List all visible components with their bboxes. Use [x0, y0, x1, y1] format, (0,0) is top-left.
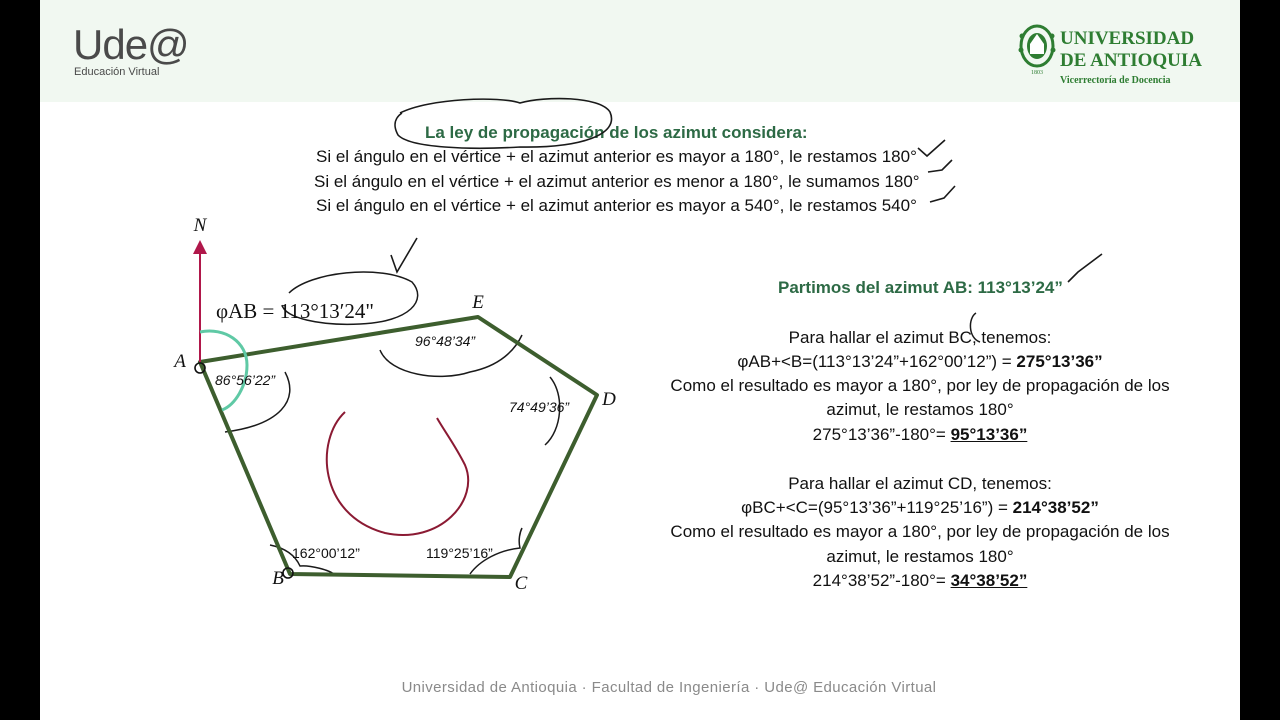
cd-final-result: 34°38’52”: [950, 571, 1028, 590]
slide: [40, 0, 1240, 720]
bc-final: [630, 425, 1210, 445]
vertex-label-d: D: [602, 389, 616, 410]
cd-explanation-1: Como el resultado es mayor a 180°, por ley de propagación de los: [670, 522, 1170, 541]
cd-heading: Para hallar el azimut CD, tenemos:: [788, 474, 1052, 493]
angle-label-a: 86°56’22”: [215, 372, 276, 388]
vertex-label-a: A: [174, 351, 186, 372]
university-name-line1: UNIVERSIDAD: [1060, 28, 1195, 49]
check-mark-1: [918, 140, 945, 156]
north-label: N: [193, 215, 207, 236]
cd-formula-prefix: φBC+<C=(95°13’36”+119°25’16”) =: [741, 498, 1013, 517]
university-name-line2: DE ANTIOQUIA: [1060, 50, 1202, 71]
bc-explanation-2: azimut, le restamos 180°: [826, 400, 1014, 419]
bc-final-result: 95°13’36”: [950, 425, 1028, 444]
bc-heading: Para hallar el azimut BC, tenemos:: [788, 328, 1052, 347]
cd-explanation-2: azimut, le restamos 180°: [826, 547, 1014, 566]
angle-label-d: 74°49’36”: [509, 399, 570, 415]
azimuth-ab-label: φAB = 113°13′24": [216, 299, 374, 323]
check-mark-2: [928, 160, 952, 172]
traverse-direction-arc: [327, 412, 468, 535]
angle-label-e: 96°48’34”: [415, 333, 476, 349]
angle-label-c: 119°25’16”: [426, 545, 493, 561]
bc-final-prefix: 275°13’36”-180°=: [812, 425, 951, 444]
angle-label-b: 162°00’12”: [292, 545, 360, 561]
vertex-label-e: E: [472, 292, 484, 313]
udea-logo-word: Ude@: [73, 21, 189, 68]
bc-formula-prefix: φAB+<B=(113°13’24”+162°00’12”) =: [737, 352, 1017, 371]
bc-explanation-1: Como el resultado es mayor a 180°, por ley de propagación de los: [670, 376, 1170, 395]
udea-logo-subtitle: Educación Virtual: [74, 66, 160, 78]
check-mark-5: [1068, 254, 1102, 282]
start-azimuth-title: Partimos del azimut AB: 113°13’24”: [778, 278, 1063, 297]
bc-formula-result: 275°13’36”: [1016, 352, 1103, 371]
intro-rule-2: Si el ángulo en el vértice + el azimut anterior es menor a 180°, le sumamos 180°: [314, 172, 920, 191]
cd-final: [630, 571, 1210, 591]
traverse-polygon: [200, 317, 597, 577]
bc-formula: [630, 352, 1210, 372]
university-department: Vicerrectoría de Docencia: [1060, 75, 1171, 86]
vertex-label-b: B: [272, 568, 284, 589]
intro-title: La ley de propagación de los azimut considera:: [425, 123, 808, 142]
check-mark-3: [930, 186, 955, 202]
intro-rule-1: Si el ángulo en el vértice + el azimut anterior es mayor a 180°, le restamos 180°: [316, 147, 917, 166]
footer-credits: Universidad de Antioquia · Facultad de Ingeniería · Ude@ Educación Virtual: [401, 679, 937, 696]
cd-formula-result: 214°38’52”: [1012, 498, 1099, 517]
cd-final-prefix: 214°38’52”-180°=: [812, 571, 951, 590]
cd-formula: [630, 498, 1210, 518]
intro-rule-3: Si el ángulo en el vértice + el azimut anterior es mayor a 540°, le restamos 540°: [316, 196, 917, 215]
seal-year: 1803: [1031, 70, 1043, 76]
title-circle-annotation: [395, 99, 611, 149]
north-arrow-head-icon: [193, 240, 207, 254]
azimuth-arc: [200, 331, 247, 410]
check-mark-4: [391, 238, 417, 272]
vertex-label-c: C: [514, 573, 528, 594]
